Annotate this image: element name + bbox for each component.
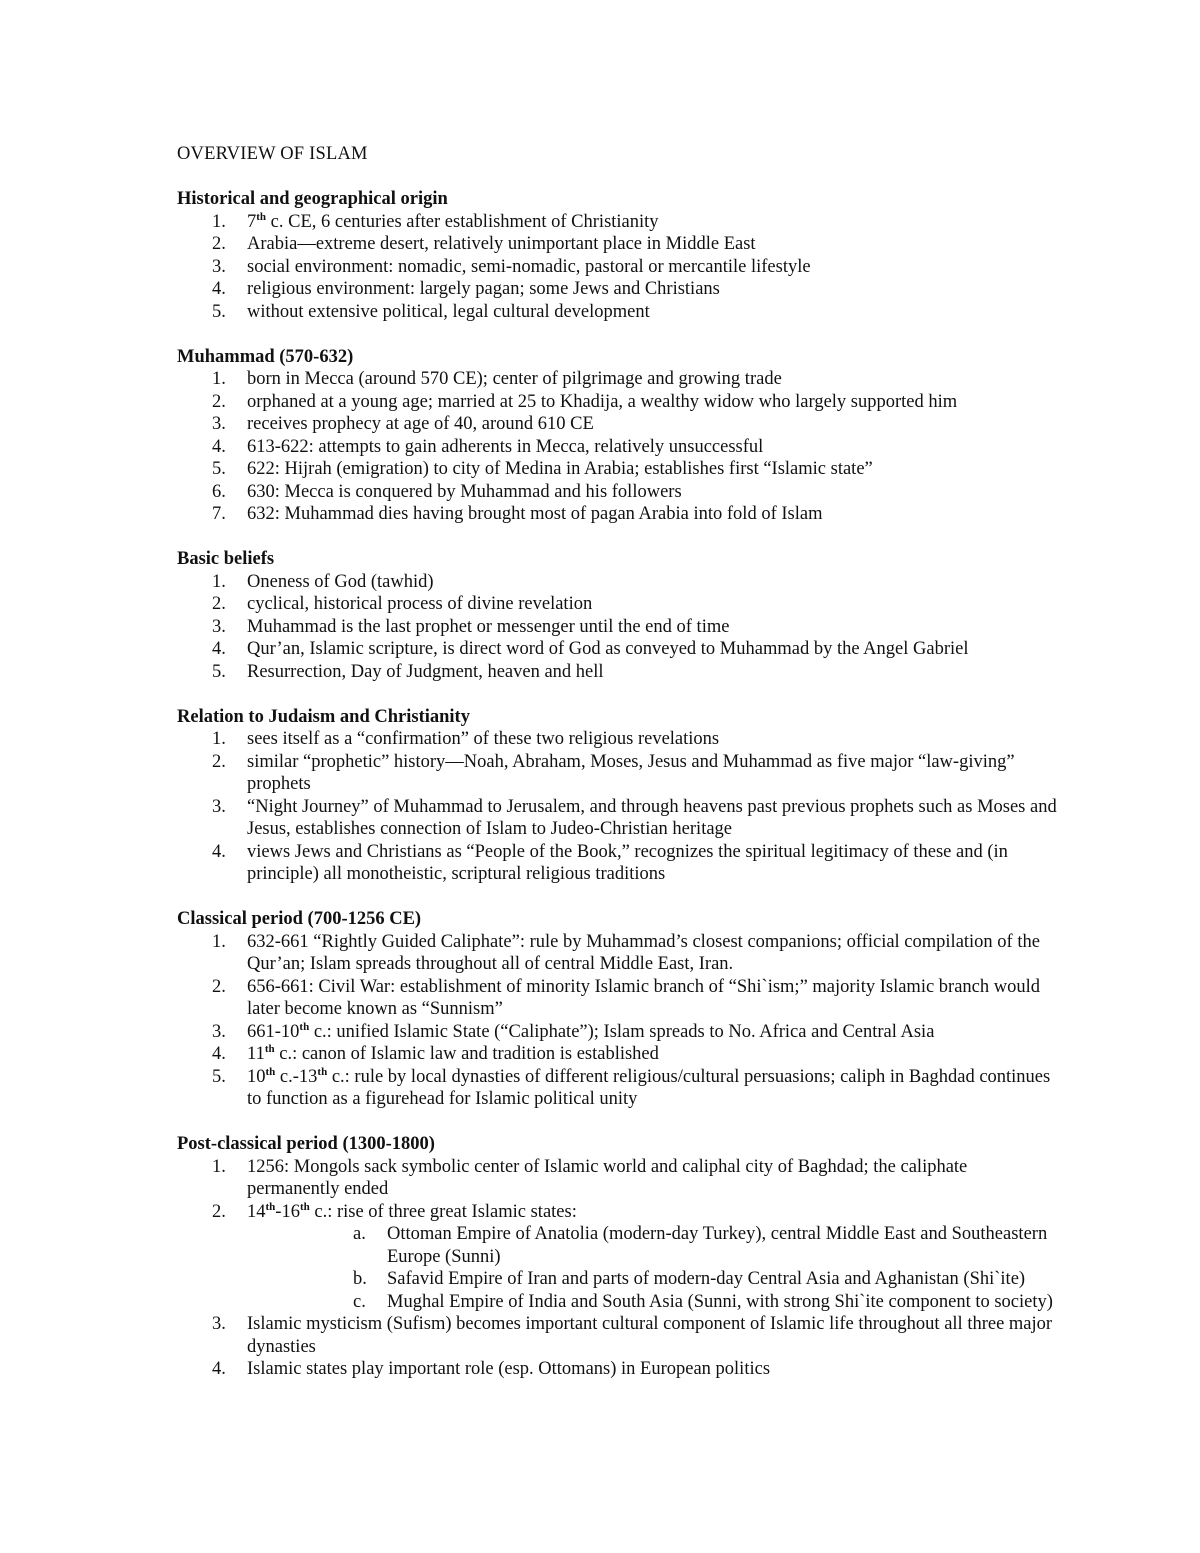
list-item-number: 3. bbox=[212, 1314, 226, 1334]
list-item-text: Islamic states play important role (esp. Ottomans) in European politics bbox=[247, 1359, 771, 1379]
list-item bbox=[177, 391, 1057, 414]
list-item bbox=[177, 661, 1057, 684]
list-item-number: 4. bbox=[212, 639, 226, 659]
section bbox=[177, 188, 1057, 323]
ordinal-superscript: th bbox=[317, 1065, 328, 1078]
section-heading: Historical and geographical origin bbox=[177, 189, 448, 209]
list-item-text: 656-661: Civil War: establishment of minority Islamic branch of “Shi`ism;” majority Islamic branch would later become known as “Sunnism” bbox=[247, 976, 1040, 1019]
list-item-text: 1256: Mongols sack symbolic center of Islamic world and caliphal city of Baghdad; the caliphate permanently ended bbox=[247, 1156, 968, 1199]
section-heading: Relation to Judaism and Christianity bbox=[177, 706, 470, 727]
list-item-text: Resurrection, Day of Judgment, heaven and hell bbox=[247, 661, 604, 682]
list-item bbox=[177, 301, 1057, 324]
list-item-text: 630: Mecca is conquered by Muhammad and his followers bbox=[247, 481, 682, 502]
list-item bbox=[177, 751, 1057, 796]
lettered-sublist bbox=[247, 1223, 1057, 1313]
list-item-text: social environment: nomadic, semi-nomadic, pastoral or mercantile lifestyle bbox=[247, 256, 811, 277]
list-item bbox=[177, 841, 1057, 886]
sublist-item bbox=[247, 1223, 1057, 1268]
list-item-text: Qur’an, Islamic scripture, is direct word of God as conveyed to Muhammad by the Angel Gabriel bbox=[247, 639, 969, 659]
list-item-text: sees itself as a “confirmation” of these two religious revelations bbox=[247, 729, 720, 749]
list-item-number: 2. bbox=[212, 976, 226, 997]
list-item-text: Arabia—extreme desert, relatively unimportant place in Middle East bbox=[247, 234, 756, 254]
list-item-number: 2. bbox=[212, 594, 226, 614]
list-item-number: 4. bbox=[212, 279, 226, 299]
ordinal-superscript: th bbox=[265, 1200, 276, 1213]
list-item-number: 2. bbox=[212, 751, 226, 772]
list-item bbox=[177, 1313, 1057, 1358]
document-body bbox=[177, 143, 1057, 1403]
list-item bbox=[177, 976, 1057, 1021]
list-item-text: cyclical, historical process of divine revelation bbox=[247, 594, 593, 614]
sublist-item bbox=[247, 1291, 1057, 1314]
sublist-item-letter: c. bbox=[353, 1291, 366, 1312]
numbered-list bbox=[177, 211, 1057, 324]
list-item-text: 613-622: attempts to gain adherents in Mecca, relatively unsuccessful bbox=[247, 436, 764, 457]
section bbox=[177, 1133, 1057, 1381]
list-item-number: 2. bbox=[212, 234, 226, 254]
list-item bbox=[177, 458, 1057, 481]
document-sections bbox=[177, 188, 1057, 1381]
list-item bbox=[177, 211, 1057, 234]
sublist-item-text: Mughal Empire of India and South Asia (Sunni, with strong Shi`ite component to society) bbox=[387, 1291, 1053, 1312]
list-item-text: 632-661 “Rightly Guided Caliphate”: rule by Muhammad’s closest companions; official compilation of the Qur’an; Islam spreads throughout all of central Middle East, Iran. bbox=[247, 931, 1040, 974]
list-item-number: 5. bbox=[212, 301, 226, 322]
section bbox=[177, 548, 1057, 683]
list-item-text: 632: Muhammad dies having brought most of pagan Arabia into fold of Islam bbox=[247, 504, 823, 524]
section bbox=[177, 346, 1057, 526]
list-item bbox=[177, 233, 1057, 256]
list-item-number: 6. bbox=[212, 481, 226, 502]
list-item bbox=[177, 413, 1057, 436]
list-item-text: orphaned at a young age; married at 25 to Khadija, a wealthy widow who largely supported him bbox=[247, 391, 958, 412]
list-item bbox=[177, 1066, 1057, 1111]
list-item bbox=[177, 481, 1057, 504]
ordinal-superscript: th bbox=[299, 1020, 310, 1033]
numbered-list bbox=[177, 368, 1057, 526]
list-item bbox=[177, 931, 1057, 976]
ordinal-superscript: th bbox=[265, 1065, 276, 1078]
list-item-number: 1. bbox=[212, 571, 226, 592]
list-item-text: religious environment: largely pagan; some Jews and Christians bbox=[247, 279, 720, 299]
list-item bbox=[177, 593, 1057, 616]
numbered-list bbox=[177, 1156, 1057, 1381]
ordinal-superscript: th bbox=[256, 210, 267, 223]
list-item-number: 1. bbox=[212, 1156, 226, 1177]
section bbox=[177, 908, 1057, 1111]
section bbox=[177, 706, 1057, 886]
list-item-number: 3. bbox=[212, 256, 226, 277]
ordinal-superscript: th bbox=[264, 1042, 275, 1055]
list-item bbox=[177, 1156, 1057, 1201]
list-item bbox=[177, 368, 1057, 391]
list-item bbox=[177, 728, 1057, 751]
list-item-number: 4. bbox=[212, 841, 226, 862]
list-item-text: “Night Journey” of Muhammad to Jerusalem, and through heavens past previous prophets such as Moses and Jesus, establishes connection of Islam to Judeo-Christian heritage bbox=[247, 796, 1057, 839]
list-item-number: 4. bbox=[212, 1044, 226, 1064]
section-heading: Post-classical period (1300-1800) bbox=[177, 1134, 435, 1154]
list-item-text: Islamic mysticism (Sufism) becomes important cultural component of Islamic life throughout all three major dynasties bbox=[247, 1314, 1053, 1357]
list-item-number: 1. bbox=[212, 369, 226, 389]
list-item bbox=[177, 1043, 1057, 1066]
list-item-text: similar “prophetic” history—Noah, Abraham, Moses, Jesus and Muhammad as five major “law-giving” prophets bbox=[247, 751, 1015, 794]
list-item-text: 10th c.-13th c.: rule by local dynasties of different religious/cultural persuasions; caliph in Baghdad continues to function as a figurehead for Islamic political unity bbox=[247, 1065, 1051, 1109]
list-item bbox=[177, 278, 1057, 301]
list-item-text: receives prophecy at age of 40, around 610 CE bbox=[247, 414, 594, 434]
list-item-text: without extensive political, legal cultural development bbox=[247, 301, 650, 322]
list-item-text: 661-10th c.: unified Islamic State (“Caliphate”); Islam spreads to No. Africa and Central Asia bbox=[247, 1020, 935, 1042]
list-item-text: views Jews and Christians as “People of the Book,” recognizes the spiritual legitimacy of these and (in principle) all monotheistic, scriptural religious traditions bbox=[247, 841, 1008, 884]
list-item bbox=[177, 1021, 1057, 1044]
list-item-text: born in Mecca (around 570 CE); center of pilgrimage and growing trade bbox=[247, 369, 782, 389]
list-item bbox=[177, 571, 1057, 594]
list-item bbox=[177, 796, 1057, 841]
list-item-number: 3. bbox=[212, 616, 226, 637]
list-item-text: 11th c.: canon of Islamic law and tradition is established bbox=[247, 1042, 659, 1064]
list-item bbox=[177, 256, 1057, 279]
sublist-item bbox=[247, 1268, 1057, 1291]
numbered-list bbox=[177, 571, 1057, 684]
list-item-number: 1. bbox=[212, 931, 226, 952]
list-item-text: Muhammad is the last prophet or messenger until the end of time bbox=[247, 616, 730, 637]
list-item-number: 2. bbox=[212, 1201, 226, 1222]
sublist-item-letter: b. bbox=[353, 1269, 367, 1289]
section-heading: Muhammad (570-632) bbox=[177, 346, 354, 367]
list-item-number: 2. bbox=[212, 391, 226, 412]
list-item-number: 3. bbox=[212, 796, 226, 817]
list-item-number: 5. bbox=[212, 459, 226, 479]
list-item-text: 7th c. CE, 6 centuries after establishment of Christianity bbox=[247, 210, 659, 232]
sublist-item-text: Safavid Empire of Iran and parts of modern-day Central Asia and Aghanistan (Shi`ite) bbox=[387, 1269, 1026, 1289]
list-item-text: Oneness of God (tawhid) bbox=[247, 571, 434, 592]
list-item-number: 7. bbox=[212, 504, 226, 524]
list-item bbox=[177, 503, 1057, 526]
list-item-number: 1. bbox=[212, 211, 226, 232]
list-item-text: 622: Hijrah (emigration) to city of Medina in Arabia; establishes first “Islamic state” bbox=[247, 459, 873, 479]
numbered-list bbox=[177, 931, 1057, 1111]
list-item-number: 3. bbox=[212, 414, 226, 434]
list-item-number: 4. bbox=[212, 436, 226, 457]
list-item-number: 5. bbox=[212, 1066, 226, 1087]
document-title: OVERVIEW OF ISLAM bbox=[177, 144, 368, 164]
section-heading: Classical period (700-1256 CE) bbox=[177, 909, 422, 929]
list-item-number: 4. bbox=[212, 1359, 226, 1379]
list-item bbox=[177, 1201, 1057, 1314]
section-heading: Basic beliefs bbox=[177, 549, 275, 569]
list-item-number: 1. bbox=[212, 729, 226, 749]
list-item bbox=[177, 616, 1057, 639]
list-item bbox=[177, 436, 1057, 459]
list-item bbox=[177, 1358, 1057, 1381]
sublist-item-letter: a. bbox=[353, 1224, 366, 1244]
list-item-number: 5. bbox=[212, 661, 226, 682]
numbered-list bbox=[177, 728, 1057, 886]
list-item-number: 3. bbox=[212, 1021, 226, 1042]
list-item bbox=[177, 638, 1057, 661]
sublist-item-text: Ottoman Empire of Anatolia (modern-day Turkey), central Middle East and Southeastern Europe (Sunni) bbox=[387, 1224, 1048, 1267]
ordinal-superscript: th bbox=[299, 1200, 310, 1213]
list-item-text: 14th-16th c.: rise of three great Islamic states: bbox=[247, 1200, 577, 1222]
